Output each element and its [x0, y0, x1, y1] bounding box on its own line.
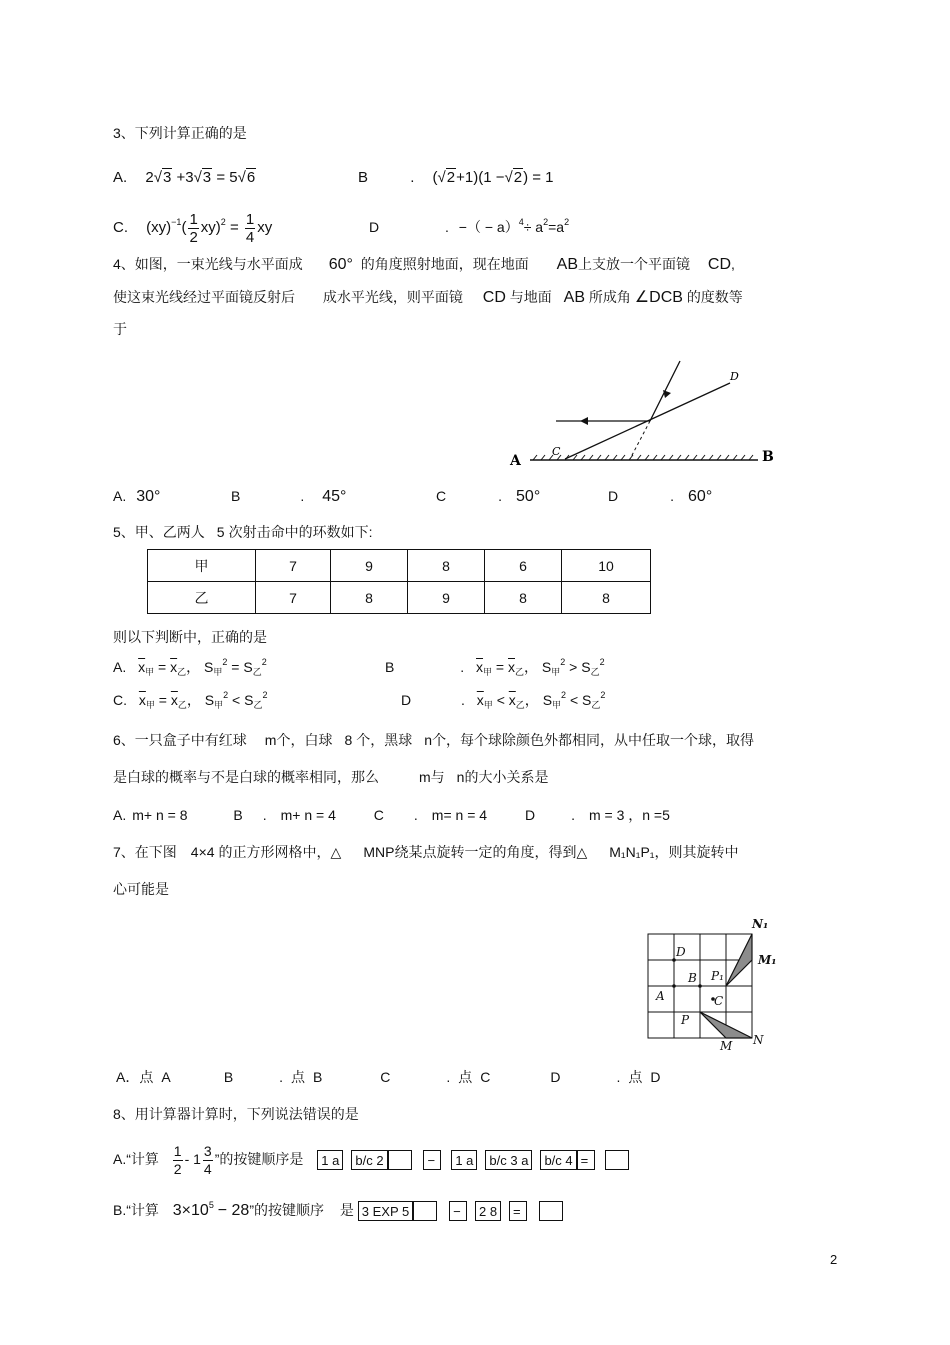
key-blank: [413, 1201, 437, 1221]
label-b: B: [762, 449, 774, 465]
q6-line2: 是白球的概率与不是白球的概率相同，那么 m与 n的大小关系是: [113, 769, 549, 785]
q4-option-c: C . 50°: [436, 488, 541, 505]
q7-line2: 心可能是: [113, 881, 169, 897]
table-row: [148, 582, 651, 614]
q3-stem: 3、下列计算正确的是: [113, 125, 247, 141]
reflected-arrow: [580, 417, 588, 425]
q7-line1: 7、在下图 4×4 的正方形网格中，△ MNP绕某点旋转一定的角度，得到△ M₁N₁P₁，则其旋转中: [113, 844, 739, 860]
q5-option-c: C. $\overline{x}_甲 = \overline{x}_乙$， $S_甲^2 < S_乙^2$: [113, 690, 268, 710]
q4-option-a: A. 30°: [113, 488, 161, 505]
q7-options: [116, 1068, 660, 1086]
q7-option-b: B . 点 B: [223, 1069, 323, 1085]
table-cell: 10: [562, 550, 651, 582]
label-c: C: [714, 994, 724, 1008]
label-p: P: [681, 1013, 690, 1027]
label-m1: M₁: [758, 953, 777, 967]
key-minus: −: [449, 1201, 467, 1221]
key-bc-3-a: b/c 3 a: [485, 1150, 532, 1170]
q6-line1: 6、一只盒子中有红球 m个，白球 8 个，黑球 n个，每个球除颜色外都相同，从中任取一个球，取得: [113, 732, 755, 748]
q4-option-d: D . 60°: [608, 488, 713, 505]
q5-judge: 则以下判断中，正确的是: [113, 629, 267, 645]
table-cell: 8: [331, 582, 408, 614]
label-a: A: [656, 989, 665, 1003]
q3-option-b: B . (√2+1)(1 −√2) = 1: [358, 169, 554, 186]
label-m: M: [720, 1039, 733, 1053]
label-d: D: [676, 945, 686, 959]
key-bc-4: b/c 4: [540, 1150, 576, 1170]
label-p1: P₁: [711, 969, 724, 983]
q6-option-c: C . m= n = 4: [373, 807, 488, 823]
q6-option-a: A. m+ n = 8: [113, 807, 188, 823]
table-cell: 8: [485, 582, 562, 614]
row-header: 乙: [148, 582, 256, 614]
key-blank: [539, 1201, 563, 1221]
q3-option-c: C. (xy)$^{-1}$( $\frac{1}{2}$ xy)$^2$ = $\frac{1}{4}$ xy: [113, 210, 273, 246]
key-1-a: 1 a: [451, 1150, 477, 1170]
q4-line2: 使这束光线经过平面镜反射后 成水平光线，则平面镜 CD 与地面 AB 所成角 ∠DCB 的度数等: [113, 289, 743, 306]
mirror-figure: [500, 355, 785, 470]
q4-option-b: B . 45°: [231, 488, 347, 505]
table-cell: 8: [408, 550, 485, 582]
table-cell: 7: [256, 550, 331, 582]
incident-arrow: [663, 390, 671, 398]
q5-option-b: B . $\overline{x}_甲 = \overline{x}_乙$， $S_甲^2 > S_乙^2$: [385, 657, 605, 677]
q6-option-d: D . m = 3 ，n =5: [524, 807, 670, 823]
table-cell: 9: [331, 550, 408, 582]
q7-option-d: D . 点 D: [550, 1069, 661, 1085]
table-cell: 9: [408, 582, 485, 614]
key-bc-2: b/c 2: [351, 1150, 387, 1170]
point-b: [698, 984, 702, 988]
q5-option-a: A. $\overline{x}_甲 = \overline{x}_乙$， $S_甲^2 = S_乙^2$: [113, 657, 267, 677]
q8-stem: 8、用计算器计算时，下列说法错误的是: [113, 1106, 359, 1122]
key-equals: =: [577, 1150, 595, 1170]
key-3-exp-5: 3 EXP 5: [358, 1201, 413, 1221]
q8-option-a: A.“计算 $\frac{1}{2}$ - 1 $\frac{3}{4}$ ”的按键顺序是 1 a b/c 2 − 1 a b/c 3 a b/c 4 =: [113, 1140, 629, 1178]
q7-option-a: A．点 A: [116, 1069, 170, 1085]
q3-option-a: A. 2√3 +3√3 = 5√6: [113, 169, 256, 186]
label-n1: N₁: [752, 917, 769, 931]
q6-option-b: B . m+ n = 4: [233, 807, 336, 823]
label-c: C: [552, 445, 561, 458]
key-2-8: 2 8: [475, 1201, 501, 1221]
table-cell: 6: [485, 550, 562, 582]
page-number: 2: [830, 1252, 838, 1267]
row-header: 甲: [148, 550, 256, 582]
q4-line3: 于: [113, 321, 127, 337]
key-1-a: 1 a: [317, 1150, 343, 1170]
label-n: N: [753, 1033, 764, 1047]
q8-option-b: B.“计算 $3\times 10^5 - 28$”的按键顺序 是 3 EXP 5 − 2 8 =: [113, 1198, 563, 1224]
table-row: [148, 550, 651, 582]
rotation-grid-figure: [640, 910, 790, 1055]
label-a: A: [510, 453, 521, 469]
shooting-table: [147, 549, 651, 614]
extension-line: [630, 421, 650, 459]
q5-option-d: D . $\overline{x}_甲 < \overline{x}_乙$， $S_甲^2 < S_乙^2$: [401, 690, 606, 710]
label-b: B: [688, 971, 697, 985]
q7-option-c: C . 点 C: [380, 1069, 491, 1085]
q4-line1: 4、如图，一束光线与水平面成 60° 的角度照射地面，现在地面 AB上支放一个平面镜 CD,: [113, 256, 735, 273]
q3-option-d: D . −（ − $a)^4\div a^2=a^2$: [369, 217, 570, 235]
key-blank: [388, 1150, 412, 1170]
table-cell: 7: [256, 582, 331, 614]
key-minus: −: [423, 1150, 441, 1170]
q5-stem: 5、甲、乙两人 5 次射击命中的环数如下:: [113, 524, 373, 540]
key-blank: [605, 1150, 629, 1170]
table-cell: 8: [562, 582, 651, 614]
key-equals: =: [509, 1201, 527, 1221]
q6-options: [113, 806, 670, 824]
point-a: [672, 984, 676, 988]
label-d: D: [730, 370, 739, 383]
